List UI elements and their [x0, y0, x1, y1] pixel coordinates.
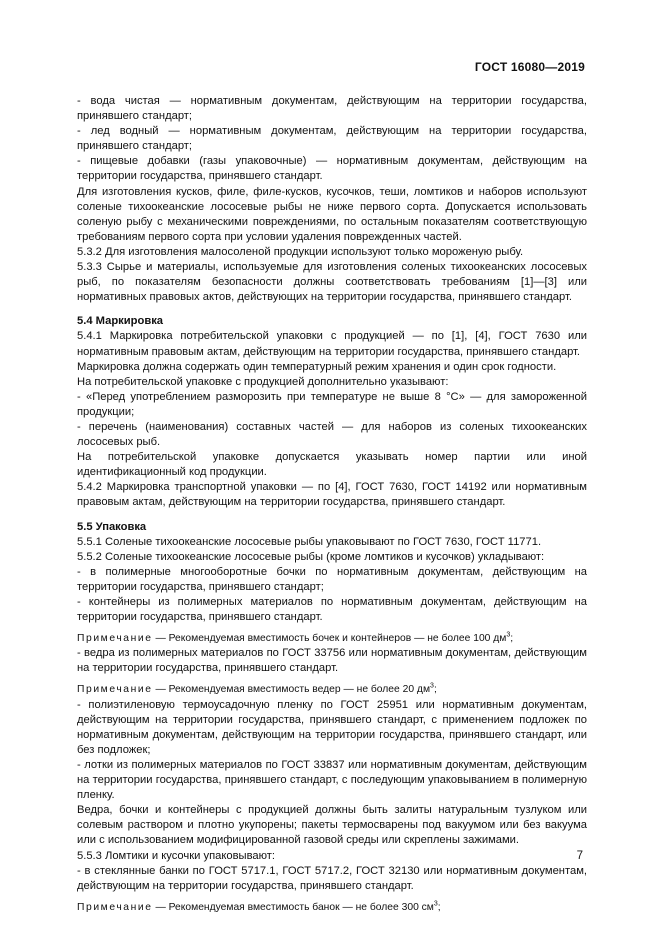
- note-label: Примечание: [77, 901, 153, 913]
- paragraph: Маркировка должна содержать один температурный режим хранения и один срок годности.: [77, 360, 557, 373]
- note-label: Примечание: [77, 684, 153, 696]
- note-label: Примечание: [77, 633, 153, 645]
- paragraph: 5.5.1 Соленые тихоокеанские лососевые рыбы упаковывают по ГОСТ 7630, ГОСТ 11771.: [77, 535, 542, 548]
- paragraph: - полиэтиленовую термоусадочную пленку по ГОСТ 25951 или нормативным документам, действующим на территории государства, принявшего стандарт, с применением подложек по нормативным документам, действующим на территории государства, принявшего стандарт, или без подложек;: [77, 698, 587, 756]
- paragraph: - в стеклянные банки по ГОСТ 5717.1, ГОСТ 5717.2, ГОСТ 32130 или нормативным документам, действующим на территории государства, принявшего стандарт.: [77, 864, 587, 892]
- note-superscript: 3: [433, 900, 438, 908]
- note: [77, 900, 587, 915]
- note-text: — Рекомендуемая вместимость бочек и контейнеров — не более 100 дм: [152, 633, 507, 645]
- paragraph: - лед водный — нормативным документам, действующим на территории государства, принявшего стандарт;: [77, 125, 587, 153]
- paragraph: 5.3.2 Для изготовления малосоленой продукции используют только мороженую рыбу.: [77, 245, 524, 258]
- paragraph: 5.5.2 Соленые тихоокеанские лососевые рыбы (кроме ломтиков и кусочков) укладывают:: [77, 550, 545, 563]
- section-heading: 5.4 Маркировка: [77, 315, 164, 328]
- paragraph: 5.5.3 Ломтики и кусочки упаковывают:: [77, 849, 276, 862]
- page-number: 7: [576, 850, 583, 862]
- note-text: — Рекомендуемая вместимость ведер — не более 20 дм: [152, 684, 431, 696]
- paragraph: - контейнеры из полимерных материалов по нормативным документам, действующим на территории государства, принявшего стандарт.: [77, 596, 587, 624]
- paragraph: Ведра, бочки и контейнеры с продукцией должны быть залиты натуральным тузлуком или солевым раствором и плотно укупорены; пакеты термосварены под вакуумом или без вакуума или с использованием модифицированной газовой среды или скреплены зажимами.: [77, 804, 587, 847]
- paragraph: 5.4.2 Маркировка транспортной упаковки — по [4], ГОСТ 7630, ГОСТ 14192 или нормативным правовым актам, действующим на территории государства, принявшего стандарт.: [77, 481, 587, 509]
- paragraph: На потребительской упаковке допускается указывать номер партии или иной идентификационный код продукции.: [77, 451, 587, 479]
- section-heading: 5.5 Упаковка: [77, 520, 147, 533]
- document-id: ГОСТ 16080—2019: [474, 60, 585, 74]
- paragraph: - вода чистая — нормативным документам, действующим на территории государства, принявшего стандарт;: [77, 95, 587, 123]
- note-end: ;: [437, 901, 441, 913]
- paragraph: 5.4.1 Маркировка потребительской упаковки с продукцией — по [1], [4], ГОСТ 7630 или нормативным правовым актам, действующим на территории государства, принявшего стандарт.: [77, 330, 587, 358]
- note-end: ;: [510, 633, 514, 645]
- note-text: — Рекомендуемая вместимость банок — не более 300 см: [152, 901, 434, 913]
- paragraph: 5.3.3 Сырье и материалы, используемые для изготовления соленых тихоокеанских лососевых рыб, по показателям безопасности должны соответствовать требованиям [1]—[3] или нормативных правовых актов, действующих на территории государства, принявшего стандарт.: [77, 261, 587, 304]
- paragraph: - лотки из полимерных материалов по ГОСТ 33837 или нормативным документам, действующим на территории государства, принявшего стандарт, с последующим упаковыванием в полимерную пленку.: [77, 758, 587, 802]
- note-superscript: 3: [430, 683, 434, 691]
- paragraph: - ведра из полимерных материалов по ГОСТ 33756 или нормативным документам, действующим на территории государства, принявшего стандарт.: [77, 647, 587, 675]
- paragraph: - пищевые добавки (газы упаковочные) — нормативным документам, действующим на территории государства, принявшего стандарт.: [77, 155, 587, 183]
- paragraph: Для изготовления кусков, филе, филе-кусков, кусочков, теши, ломтиков и наборов используют соленые тихоокеанские лососевые рыбы не ниже первого сорта. Допускается использовать соленую рыбу с механическими повреждениями, по остальным показателям соответствующую требованиям первого сорта при условии удаления поврежденных частей.: [77, 185, 587, 243]
- paragraph: На потребительской упаковке с продукцией дополнительно указывают:: [77, 375, 449, 388]
- paragraph: - перечень (наименования) составных частей — для наборов из соленых тихоокеанских лососевых рыб.: [77, 420, 587, 449]
- note: [77, 631, 587, 646]
- note-superscript: 3: [506, 631, 511, 639]
- note: [77, 682, 587, 697]
- paragraph: - «Перед употреблением разморозить при температуре не выше 8 °С» — для замороженной продукции;: [77, 390, 587, 418]
- note-end: ;: [433, 684, 437, 696]
- paragraph: - в полимерные многооборотные бочки по нормативным документам, действующим на территории государства, принявшего стандарт;: [77, 565, 587, 593]
- document-body: [77, 94, 587, 915]
